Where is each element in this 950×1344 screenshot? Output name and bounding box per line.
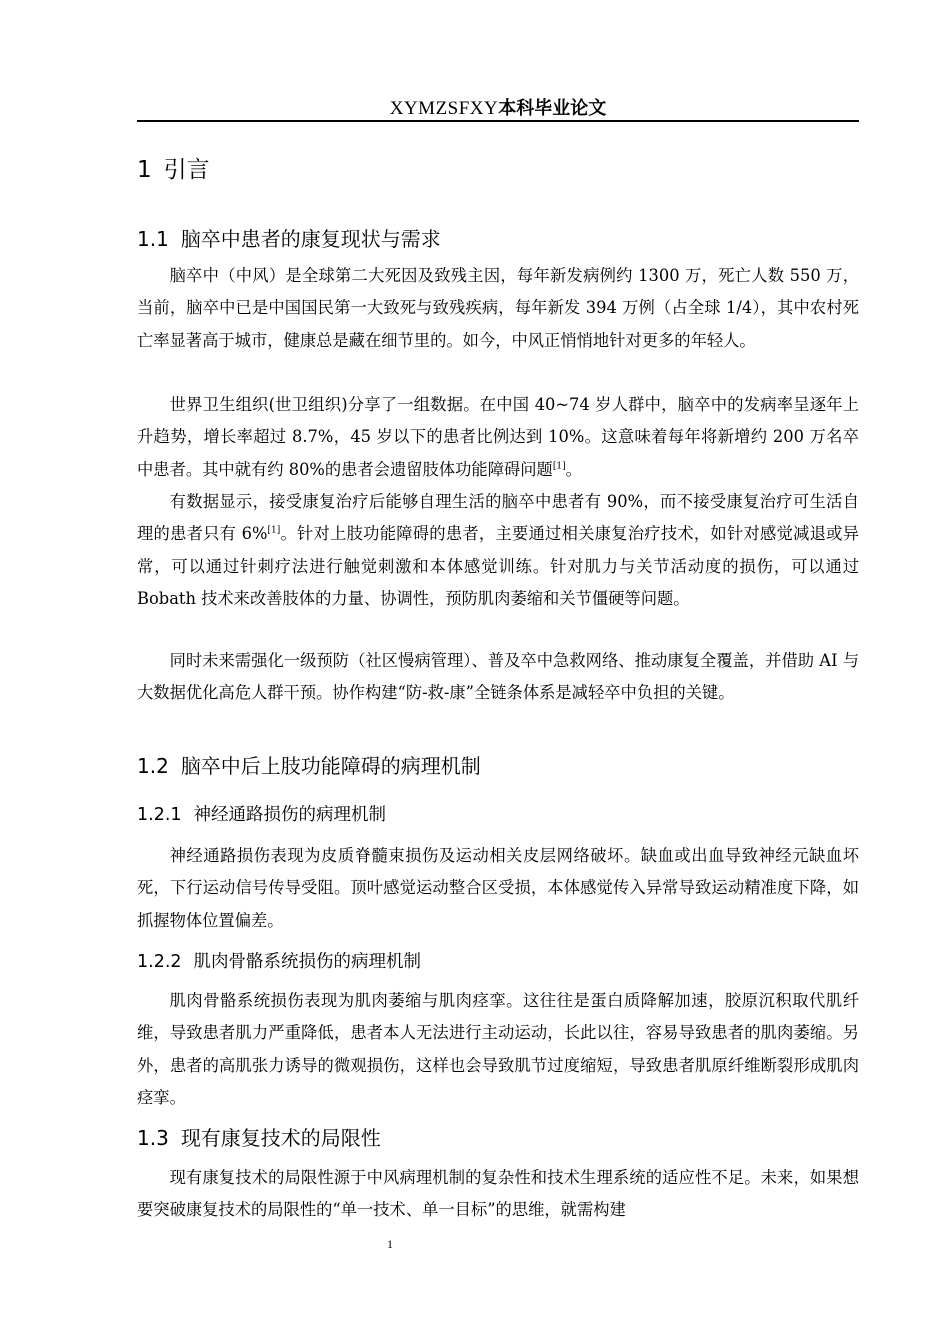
subsection-number: 1.2.2 xyxy=(137,952,182,972)
section-1-3-heading xyxy=(137,1125,381,1151)
section-title: 现有康复技术的局限性 xyxy=(180,1126,381,1150)
section-1-3-paragraph: 现有康复技术的局限性源于中风病理机制的复杂性和技术生理系统的适应性不足。未来，如果想要突破康复技术的局限性的“单一技术、单一目标”的思维，就需构建 xyxy=(137,1168,859,1220)
section-number: 1.2 xyxy=(137,754,169,778)
subsection-title: 肌肉骨骼系统损伤的病理机制 xyxy=(193,952,422,972)
section-number: 1.3 xyxy=(137,1126,169,1150)
chapter-heading xyxy=(137,156,210,184)
header-school-code: XYMZSFXY xyxy=(389,98,499,119)
header-thesis-label: 本科毕业论文 xyxy=(498,98,607,119)
section-1-1-paragraph-2: 世界卫生组织(世卫组织)分享了一组数据。在中国 40~74 岁人群中，脑卒中的发病率呈逐年上升趋势，增长率超过 8.7%，45 岁以下的患者比例达到 10%。这意味着每年将新增约 200 万名卒中患者。其中就有约 80%的患者会遗留肢体功能障碍问题[1]。 xyxy=(137,395,859,479)
chapter-title: 引言 xyxy=(163,157,210,183)
page-header xyxy=(137,94,859,122)
citation-ref: [1] xyxy=(552,461,566,472)
section-number: 1.1 xyxy=(137,227,169,251)
section-1-1-heading xyxy=(137,226,441,252)
subsection-title: 神经通路损伤的病理机制 xyxy=(193,805,387,825)
chapter-number: 1 xyxy=(137,157,152,183)
section-1-2-2-heading xyxy=(137,950,421,974)
section-1-2-1-paragraph: 神经通路损伤表现为皮质脊髓束损伤及运动相关皮层网络破坏。缺血或出血导致神经元缺血坏死，下行运动信号传导受阻。顶叶感觉运动整合区受损，本体感觉传入异常导致运动精准度下降，如抓握物体位置偏差。 xyxy=(137,846,859,930)
page-number: 1 xyxy=(387,1237,393,1251)
citation-ref: [1] xyxy=(267,525,281,536)
section-1-1-paragraph-3: 有数据显示，接受康复治疗后能够自理生活的脑卒中患者有 90%，而不接受康复治疗可生活自理的患者只有 6%[1]。针对上肢功能障碍的患者，主要通过相关康复治疗技术，如针对感觉减退或异常，可以通过针刺疗法进行触觉刺激和本体感觉训练。针对肌力与关节活动度的损伤，可以通过 Bobath 技术来改善肢体的力量、协调性，预防肌肉萎缩和关节僵硬等问题。 xyxy=(137,492,859,608)
section-title: 脑卒中后上肢功能障碍的病理机制 xyxy=(180,754,481,778)
subsection-number: 1.2.1 xyxy=(137,805,182,825)
section-1-2-2-paragraph: 肌肉骨骼系统损伤表现为肌肉萎缩与肌肉痉挛。这往往是蛋白质降解加速，胶原沉积取代肌纤维，导致患者肌力严重降低，患者本人无法进行主动运动，长此以往，容易导致患者的肌肉萎缩。另外，患者的高肌张力诱导的微观损伤，这样也会导致肌节过度缩短，导致患者肌原纤维断裂形成肌肉痉挛。 xyxy=(137,991,859,1107)
section-1-1-paragraph-4: 同时未来需强化一级预防（社区慢病管理）、普及卒中急救网络、推动康复全覆盖，并借助 AI 与大数据优化高危人群干预。协作构建“防-救-康”全链条体系是减轻卒中负担的关键。 xyxy=(137,651,859,703)
section-1-2-1-heading xyxy=(137,803,386,827)
section-1-1-paragraph-1: 脑卒中（中风）是全球第二大死因及致残主因，每年新发病例约 1300 万，死亡人数 550 万，当前，脑卒中已是中国国民第一大致死与致残疾病，每年新发 394 万例（占全球 1/4），其中农村死亡率显著高于城市，健康总是藏在细节里的。如今，中风正悄悄地针对更多的年轻人。 xyxy=(137,266,859,350)
section-1-2-heading xyxy=(137,753,481,779)
section-title: 脑卒中患者的康复现状与需求 xyxy=(180,227,441,251)
